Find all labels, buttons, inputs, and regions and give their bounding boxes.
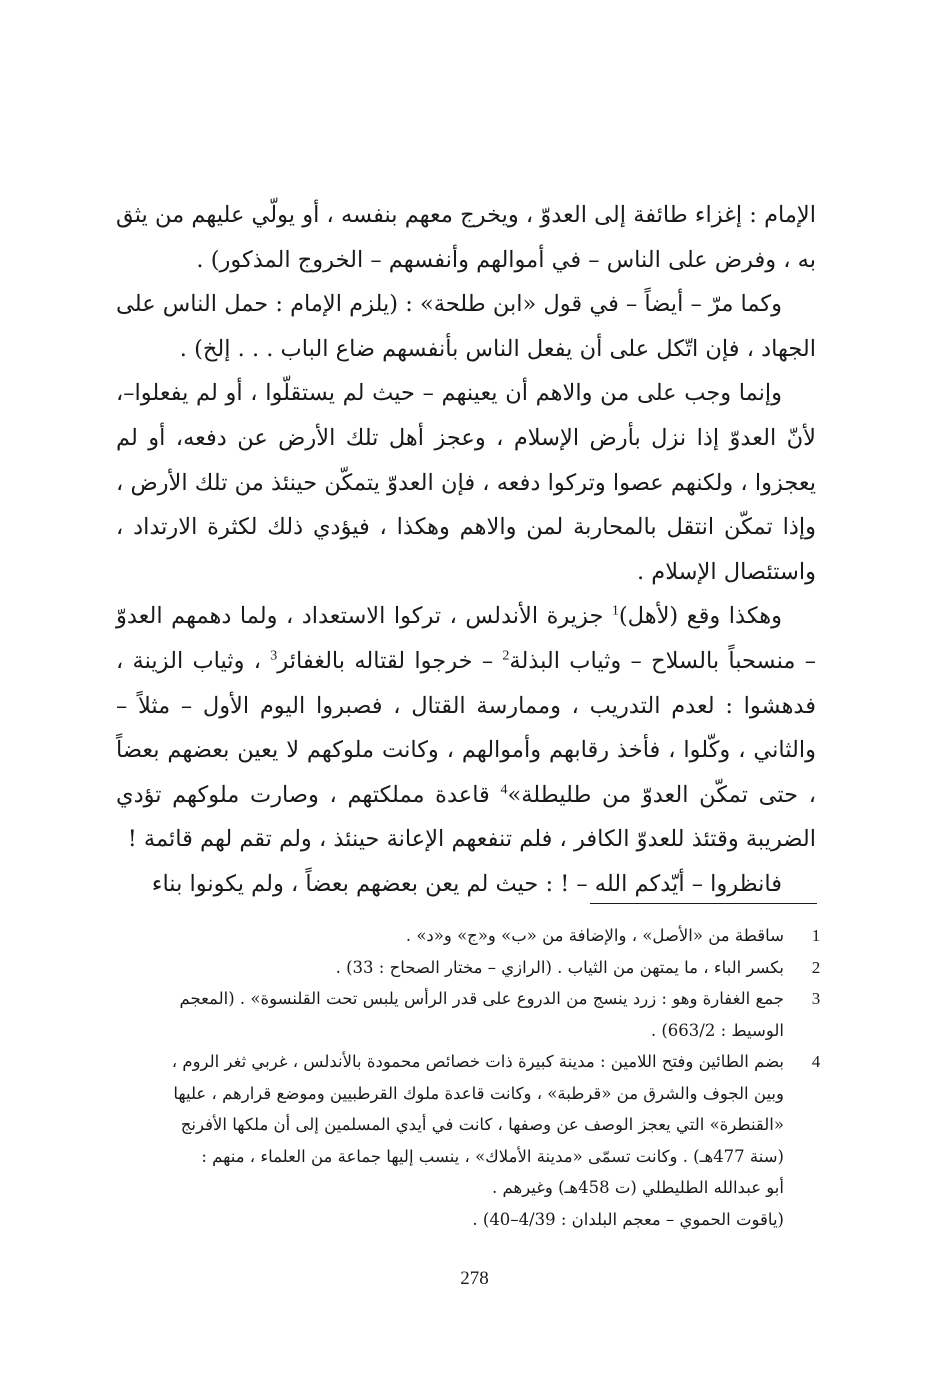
text-segment: جزيرة الأندلس ، تركوا الاستعداد ، ولما دهمهم العدوّ – xyxy=(116,603,816,674)
footnote-line: (ياقوت الحموي – معجم البلدان : 4/39–40) . xyxy=(472,1209,784,1229)
main-text xyxy=(116,193,816,907)
footnote-line: جمع الغفارة وهو : زرد ينسج من الدروع على قدر الرأس يلبس تحت القلنسوة» . (المعجم xyxy=(179,989,784,1008)
footnote-number: 2 xyxy=(811,957,821,977)
footnote-ref-2: 2 xyxy=(502,648,510,664)
text-line: للعدوّ الكافر ، فلم تنفعهم الإعانة حينئذ ، ولم تقم لهم قائمة ! xyxy=(127,826,685,853)
footnote-line: (سنة 477هـ) . وكانت تسمّى «مدينة الأملاك» ، ينسب إليها جماعة من العلماء ، منهم : xyxy=(201,1146,784,1166)
paragraph-1 xyxy=(116,193,816,282)
footnote-ref-1: 1 xyxy=(611,603,619,619)
text-line: وفرض على الناس – في أموالهم وأنفسهم – الخروج المذكور) . xyxy=(196,246,777,273)
text-line: وكما مرّ – أيضاً – في قول «ابن طلحة» : (يلزم الإمام : حمل الناس على xyxy=(116,291,782,318)
footnotes xyxy=(116,920,821,1235)
text-segment: تمكّن العدوّ من طليطلة» xyxy=(507,781,748,808)
text-line: وإنما وجب على من والاهم أن يعينهم – حيث لم يستقلّوا ، أو لم xyxy=(196,380,782,407)
text-line: لكثرة الارتداد ، واستئصال الإسلام . xyxy=(116,514,816,585)
text-line: فانظروا – أيّدكم الله – ! : حيث لم يعن بعضهم بعضاً ، ولم يكونوا بناء xyxy=(151,870,782,897)
footnote-line: بكسر الباء ، ما يمتهن من الثياب . (الرازي – مختار الصحاح : 33) . xyxy=(335,957,784,977)
text-line: الإمام : إغزاء طائفة إلى العدوّ ، ويخرج معهم بنفسه ، أو يولّي عليهم من يثق به ، xyxy=(116,202,816,273)
footnote-ref-3: 3 xyxy=(270,648,278,664)
text-line: الجهاد ، فإن اتّكل على أن يفعل الناس بأنفسهم ضاع الباب . . . إلخ) . xyxy=(179,335,816,362)
page-number: 278 xyxy=(460,1268,489,1289)
footnote-number: 1 xyxy=(811,926,821,945)
paragraph-2 xyxy=(116,282,816,371)
footnote-4 xyxy=(116,1046,821,1235)
paragraph-5 xyxy=(116,862,816,907)
footnote-line: بضم الطائين وفتح اللامين : مدينة كبيرة ذات خصائص محمودة بالأندلس ، غربي ثغر الروم ، xyxy=(171,1052,784,1071)
text-segment: قاعدة مملكتهم ، وصارت ملوكهم تؤدي الضريبة وقتئذ xyxy=(116,781,816,853)
footnote-1 xyxy=(116,920,821,952)
footnote-ref-4: 4 xyxy=(500,782,508,798)
text-segment: ، وثياب الزينة ، xyxy=(116,647,271,674)
text-segment: – خرجوا لقتاله بالغفائر xyxy=(277,647,503,674)
footnote-line: «القنطرة» التي يعجز الوصف عن وصفها ، كانت في أيدي المسلمين إلى أن ملكها الأفرنج xyxy=(180,1115,784,1134)
text-segment: منسحباً بالسلاح – وثياب البذلة xyxy=(509,647,796,674)
footnote-number: 4 xyxy=(811,1052,821,1071)
footnote-line: وبين الجوف والشرق من «قرطبة» ، وكانت قاعدة ملوك القرطبيين وموضع قرارهم ، عليها xyxy=(173,1083,784,1103)
text-line: وكّلوا ، فأخذ رقابهم وأموالهم ، وكانت ملوكهم لا يعين بعضهم بعضاً ، حتى xyxy=(116,737,816,808)
text-line: دفعه، أو لم يعجزوا ، ولكنهم عصوا وتركوا دفعه ، فإن العدوّ يتمكّن حينئذ xyxy=(116,424,817,496)
footnote-line: ساقطة من «الأصل» ، والإضافة من «ب» و«ج» و«د» . xyxy=(405,926,784,945)
text-line: يفعلوا–، لأنّ العدوّ إذا نزل بأرض الإسلام ، وعجز أهل تلك الأرض عن xyxy=(116,380,816,451)
footnote-line: أبو عبدالله الطليطلي (ت 458هـ) وغيرهم . xyxy=(492,1178,784,1197)
paragraph-4 xyxy=(116,594,816,862)
footnote-divider xyxy=(590,903,817,904)
paragraph-3 xyxy=(116,371,816,594)
text-line: فدهشوا : لعدم التدريب ، وممارسة القتال ، فصبروا اليوم الأول – مثلاً – والثاني ، xyxy=(116,692,816,764)
footnote-3 xyxy=(116,983,821,1046)
footnote-line: الوسيط : 663/2) . xyxy=(650,1020,784,1040)
text-segment: وهكذا وقع (لأهل) xyxy=(618,603,782,630)
footnote-number: 3 xyxy=(811,989,821,1008)
text-line: من تلك الأرض ، وإذا تمكّن انتقل بالمحاربة لمن والاهم وهكذا ، فيؤدي ذلك xyxy=(116,469,817,541)
footnote-2 xyxy=(116,952,821,984)
